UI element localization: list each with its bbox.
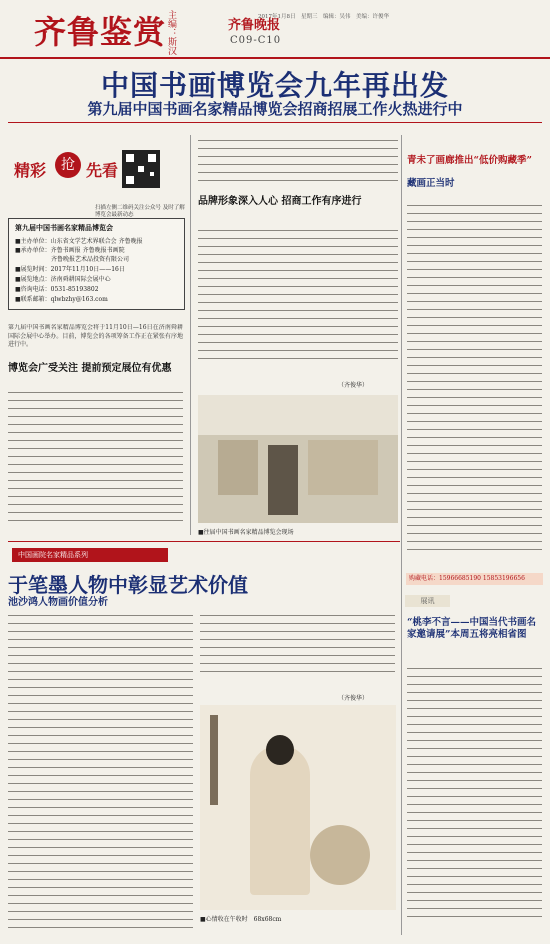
info-line: 齐鲁晚报艺术品投资有限公司 [15,256,130,263]
section1-body [8,392,183,528]
logo-seal: 抢 [55,152,81,178]
painting-image [200,705,396,910]
buy-phone-bar: 购藏电话：15966685190 15853196656 [406,573,543,585]
logo-text-left: 精彩 [14,161,47,180]
masthead-editor: 主编：斯汉 [166,10,176,55]
info-line: ■展览时间：2017年11月10日——16日 [15,266,125,273]
qr-code[interactable] [122,150,160,188]
exhibition-news-tag: 展讯 [405,595,450,607]
column-rule [190,135,191,535]
intro-paragraph: 第九届中国书画名家精品博览会将于11月10日—16日在济南舜耕国际会展中心举办。目前，博览会的各项筹备工作正在紧张有序地进行中。 [8,324,183,348]
right-headline: 青未了画廊推出“低价购藏季” [407,155,532,166]
column-rule [401,135,402,935]
page-code: C09-C10 [230,35,282,46]
right-subheadline: 藏画正当时 [407,178,455,189]
article2-credit: （齐俊华） [338,695,369,702]
masthead-title: 齐鲁鉴赏 [34,13,167,51]
section2-title: 品牌形象深入人心 招商工作有序进行 [198,196,362,207]
section1-title: 博览会广受关注 提前预定展位有优惠 [8,363,172,374]
painting-caption: ■心情收在午收时 68x68cm [200,916,282,923]
paper-name: 齐鲁晚报 [228,18,281,33]
info-line: ■展览地点：济南舜耕国际会展中心 [15,276,111,283]
middle-top-text [198,140,398,188]
top-rule [0,57,550,59]
infobox-title: 第九届中国书画名家精品博览会 [15,223,113,232]
exhibition-body [407,668,542,924]
main-subheadline: 第九届中国书画名家精品博览会招商招展工作火热进行中 [87,100,463,118]
article2-title: 于笔墨人物中彰显艺术价值 [8,573,248,597]
issue-meta: 2017年1月8日 星期三 编辑：吴伟 美编：许俊华 [258,14,389,20]
section2-body [198,230,398,366]
photo-credit: （齐俊华） [338,382,369,389]
article2-body-left [8,615,193,935]
qr-caption: 扫描左侧二维码关注公众号 及时了解博览会最新动态 [95,205,185,218]
headline-rule [8,122,542,123]
main-headline: 中国书画博览会九年再出发 [100,69,449,102]
right-body [407,205,542,557]
info-line: ■咨询电话：0531-85193802 [15,286,99,293]
info-line: ■联系邮箱：qlwbzhy@163.com [15,296,108,303]
series-label: 中国画院名家精品系列 [12,548,168,562]
photo-caption: ■往届中国书画名家精品博览会现场 [198,529,294,536]
logo-text-right: 先看 [86,161,119,180]
section-divider [8,541,400,542]
article2-body-right [200,615,395,679]
exhibition-photo [198,395,398,523]
info-line: ■主办单位：山东省文学艺术界联合会 齐鲁晚报 [15,238,143,245]
info-line: ■承办单位：齐鲁书画报 齐鲁晚报书画院 [15,247,125,254]
article2-subtitle: 池沙鸿人物画价值分析 [8,597,108,608]
exhibition-headline: “桃李不言——中国当代书画名家邀请展”本周五将亮相省图 [407,617,536,640]
